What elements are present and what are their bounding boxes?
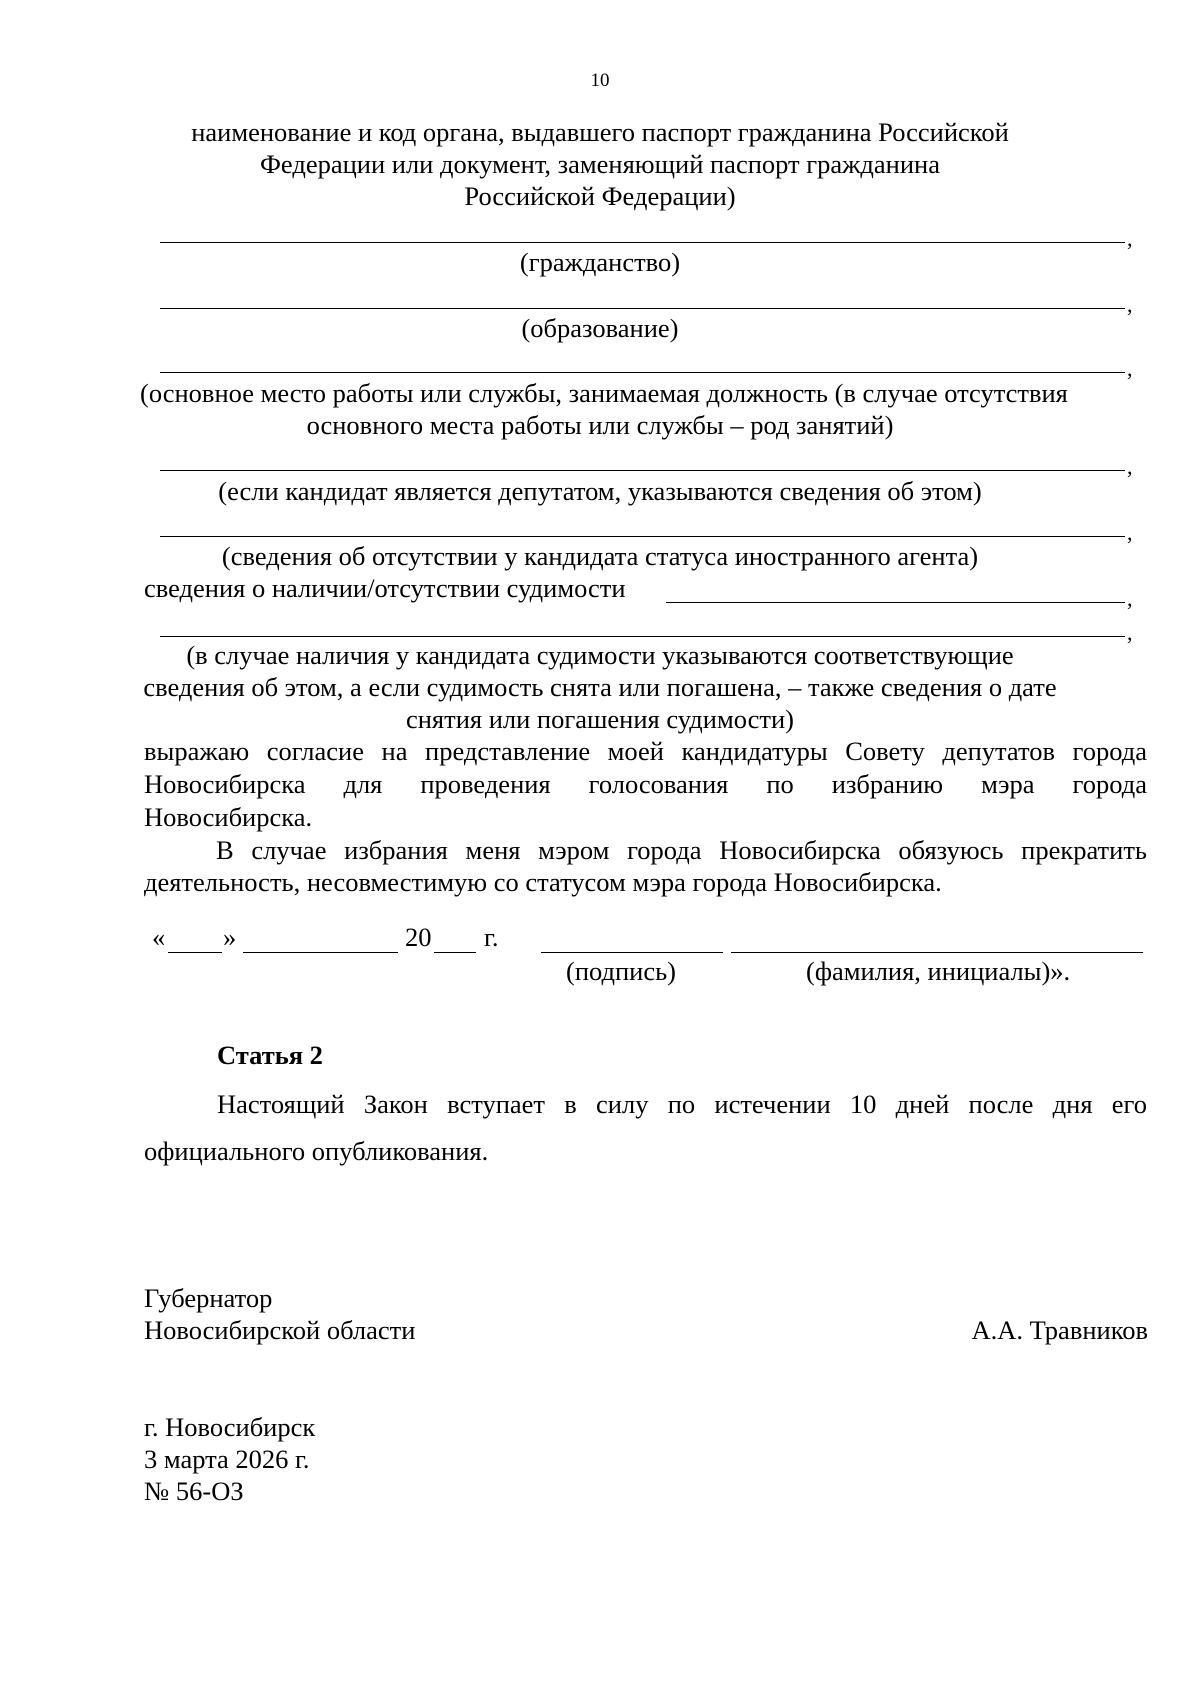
- signature-field-line[interactable]: [541, 952, 723, 953]
- signature-label: (подпись): [566, 956, 677, 986]
- citizenship-field-line[interactable]: [160, 242, 1125, 243]
- footer-number: № 56-ОЗ: [144, 1476, 244, 1506]
- governor-title-line1: Губернатор: [144, 1283, 273, 1313]
- date-year-prefix: 20: [405, 922, 432, 952]
- passport-caption-line1: наименование и код органа, выдавшего паспорт гражданина Российской: [191, 117, 1009, 147]
- foreign-agent-field-line[interactable]: [160, 536, 1125, 537]
- governor-name: А.А. Травников: [971, 1315, 1148, 1345]
- conviction-inline-field-line[interactable]: [666, 602, 1125, 603]
- education-label: (образование): [521, 313, 679, 343]
- deputy-comma: ,: [1127, 454, 1133, 479]
- date-month-field-line[interactable]: [243, 952, 398, 953]
- passport-caption-line2: Федерации или документ, заменяющий паспорт гражданина: [260, 149, 940, 179]
- education-field-line[interactable]: [160, 308, 1125, 309]
- name-field-line[interactable]: [731, 952, 1143, 953]
- work-field-line[interactable]: [160, 372, 1125, 373]
- citizenship-label: (гражданство): [519, 247, 681, 277]
- obligation-line2: деятельность, несовместимую со статусом мэра города Новосибирска.: [144, 867, 942, 897]
- consent-line3: Новосибирска.: [144, 802, 313, 832]
- deputy-label: (если кандидат является депутатом, указываются сведения об этом): [218, 476, 982, 506]
- conviction-note-line2: сведения об этом, а если судимость снята или погашена, – также сведения о дате: [143, 672, 1057, 702]
- consent-line1: выражаю согласие на представление моей кандидатуры Совету депутатов города: [144, 736, 1147, 766]
- work-label-line2: основного места работы или службы – род занятий): [306, 410, 894, 440]
- date-open-quote: «: [152, 922, 166, 952]
- footer-date: 3 марта 2026 г.: [144, 1444, 310, 1474]
- obligation-line1: В случае избрания меня мэром города Новосибирска обязуюсь прекратить: [216, 835, 1147, 865]
- conviction-details-comma: ,: [1127, 620, 1133, 645]
- conviction-inline-comma: ,: [1127, 586, 1133, 611]
- article-line2: официального опубликования.: [144, 1136, 489, 1166]
- foreign-agent-label: (сведения об отсутствии у кандидата статуса иностранного агента): [221, 541, 979, 571]
- work-comma: ,: [1127, 356, 1133, 381]
- governor-title-line2: Новосибирской области: [144, 1315, 416, 1345]
- date-year-field-line[interactable]: [434, 952, 476, 953]
- citizenship-comma: ,: [1127, 226, 1133, 251]
- education-comma: ,: [1127, 292, 1133, 317]
- article-line1: Настоящий Закон вступает в силу по истечении 10 дней после дня его: [217, 1089, 1147, 1119]
- conviction-note-line3: снятия или погашения судимости): [405, 704, 794, 734]
- passport-caption-line3: Российской Федерации): [464, 181, 736, 211]
- date-day-field-line[interactable]: [168, 952, 222, 953]
- conviction-prompt: сведения о наличии/отсутствии судимости: [144, 573, 626, 603]
- deputy-field-line[interactable]: [160, 470, 1125, 471]
- page-number: 10: [590, 70, 610, 91]
- work-label-line1: (основное место работы или службы, занимаемая должность (в случае отсутствия: [140, 378, 1068, 408]
- conviction-details-field-line[interactable]: [160, 636, 1125, 637]
- article-heading: Статья 2: [217, 1040, 323, 1070]
- date-close-quote: »: [223, 922, 237, 952]
- consent-line2: Новосибирска для проведения голосования по избранию мэра города: [144, 769, 1147, 799]
- conviction-note-line1: (в случае наличия у кандидата судимости указываются соответствующие: [186, 640, 1014, 670]
- name-label: (фамилия, инициалы)».: [806, 956, 1071, 986]
- footer-city: г. Новосибирск: [144, 1412, 316, 1442]
- date-year-suffix: г.: [484, 922, 499, 952]
- foreign-agent-comma: ,: [1127, 520, 1133, 545]
